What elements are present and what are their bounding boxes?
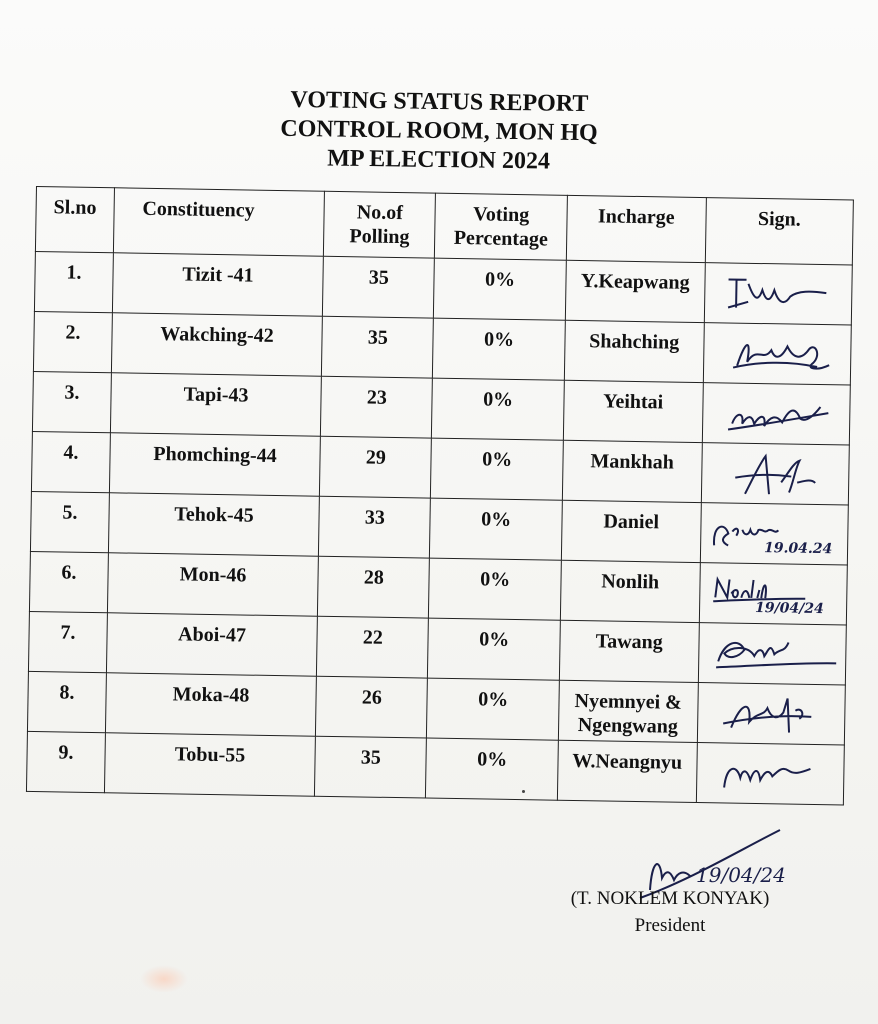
handwritten-signature [717, 331, 838, 377]
handwritten-signature [710, 751, 831, 797]
ink-dot [522, 790, 525, 793]
handwritten-signature [718, 271, 839, 317]
cell-constituency: Wakching-42 [111, 313, 322, 376]
cell-polling: 35 [323, 256, 435, 318]
cell-sl: 3. [32, 371, 111, 432]
handwritten-signature [704, 631, 841, 677]
table-row [26, 731, 844, 805]
header-voting-percentage [435, 193, 567, 260]
cell-sl: 5. [30, 491, 109, 552]
header-voting-line2: Percentage [453, 226, 549, 251]
cell-polling: 26 [316, 676, 428, 738]
handwritten-signature [705, 571, 842, 617]
cell-sl: 2. [33, 311, 112, 372]
cell-incharge: Yeihtai [563, 380, 703, 442]
voting-status-table [26, 186, 854, 805]
cell-sl: 1. [34, 251, 113, 312]
handwritten-signature [711, 691, 832, 737]
handwritten-signature [706, 511, 843, 557]
cell-signature [701, 443, 849, 505]
cell-signature [702, 383, 850, 445]
handwritten-signature [715, 451, 836, 497]
report-subtitle-office: CONTROL ROOM, MON HQ [280, 115, 598, 147]
report-header [0, 82, 878, 181]
cell-constituency: Tobu-55 [104, 733, 315, 796]
cell-incharge [558, 680, 698, 742]
cell-sl: 4. [31, 431, 110, 492]
cell-voting: 0% [431, 438, 563, 500]
cell-constituency: Tizit -41 [112, 253, 323, 316]
cell-signature [699, 563, 847, 625]
cell-incharge: Tawang [559, 620, 699, 682]
cell-voting: 0% [430, 498, 562, 560]
cell-incharge: Shahching [564, 320, 704, 382]
header-sign: Sign. [705, 198, 853, 265]
cell-constituency: Aboi-47 [106, 613, 317, 676]
incharge-line1: Nyemnyei & [574, 690, 682, 714]
cell-sl: 7. [28, 611, 107, 672]
handwritten-signature [716, 391, 837, 437]
header-polling-line2: Polling [349, 225, 410, 249]
cell-signature [704, 263, 852, 325]
cell-constituency: Tapi-43 [110, 373, 321, 436]
status-table-wrapper [26, 186, 854, 805]
report-title: VOTING STATUS REPORT [290, 86, 589, 118]
cell-voting: 0% [432, 378, 564, 440]
cell-incharge: W.Neangnyu [557, 740, 697, 802]
cell-signature [700, 503, 848, 565]
cell-voting: 0% [429, 558, 561, 620]
cell-voting: 0% [427, 678, 559, 740]
cell-polling: 33 [319, 496, 431, 558]
cell-signature [703, 323, 851, 385]
cell-sl: 9. [26, 731, 105, 792]
header-constituency: Constituency [113, 188, 324, 256]
cell-polling: 35 [315, 736, 427, 798]
paper-smudge [140, 965, 188, 993]
header-no-of-polling [324, 191, 436, 258]
cell-signature [698, 623, 846, 685]
signatory-block [520, 885, 820, 939]
cell-incharge: Y.Keapwang [565, 260, 705, 322]
cell-constituency: Phomching-44 [109, 433, 320, 496]
header-incharge: Incharge [566, 195, 706, 262]
signatory-title: President [634, 915, 706, 936]
cell-polling: 23 [321, 376, 433, 438]
report-subtitle-election: MP ELECTION 2024 [327, 145, 551, 175]
header-sl-no: Sl.no [35, 187, 114, 253]
cell-voting: 0% [434, 258, 566, 320]
president-signature-date: 19/04/24 [696, 863, 786, 887]
cell-polling: 22 [317, 616, 429, 678]
cell-incharge: Daniel [561, 500, 701, 562]
signature-date: 19.04.24 [763, 540, 833, 558]
cell-constituency: Mon-46 [107, 553, 318, 616]
cell-polling: 28 [318, 556, 430, 618]
cell-voting: 0% [426, 738, 558, 800]
cell-constituency: Tehok-45 [108, 493, 319, 556]
cell-incharge: Mankhah [562, 440, 702, 502]
signature-date: 19/04/24 [754, 599, 824, 618]
cell-signature [697, 683, 845, 745]
cell-sl: 6. [29, 551, 108, 612]
cell-incharge: Nonlih [560, 560, 700, 622]
cell-constituency: Moka-48 [105, 673, 316, 736]
cell-voting: 0% [433, 318, 565, 380]
cell-polling: 35 [322, 316, 434, 378]
header-voting-line1: Voting [473, 203, 530, 227]
incharge-line2: Ngengwang [577, 714, 679, 738]
signatory-name: (T. NOKLEM KONYAK) [570, 888, 770, 909]
header-polling-line1: No.of [356, 201, 404, 225]
cell-polling: 29 [320, 436, 432, 498]
cell-signature [696, 743, 844, 805]
cell-sl: 8. [27, 671, 106, 732]
cell-voting: 0% [428, 618, 560, 680]
